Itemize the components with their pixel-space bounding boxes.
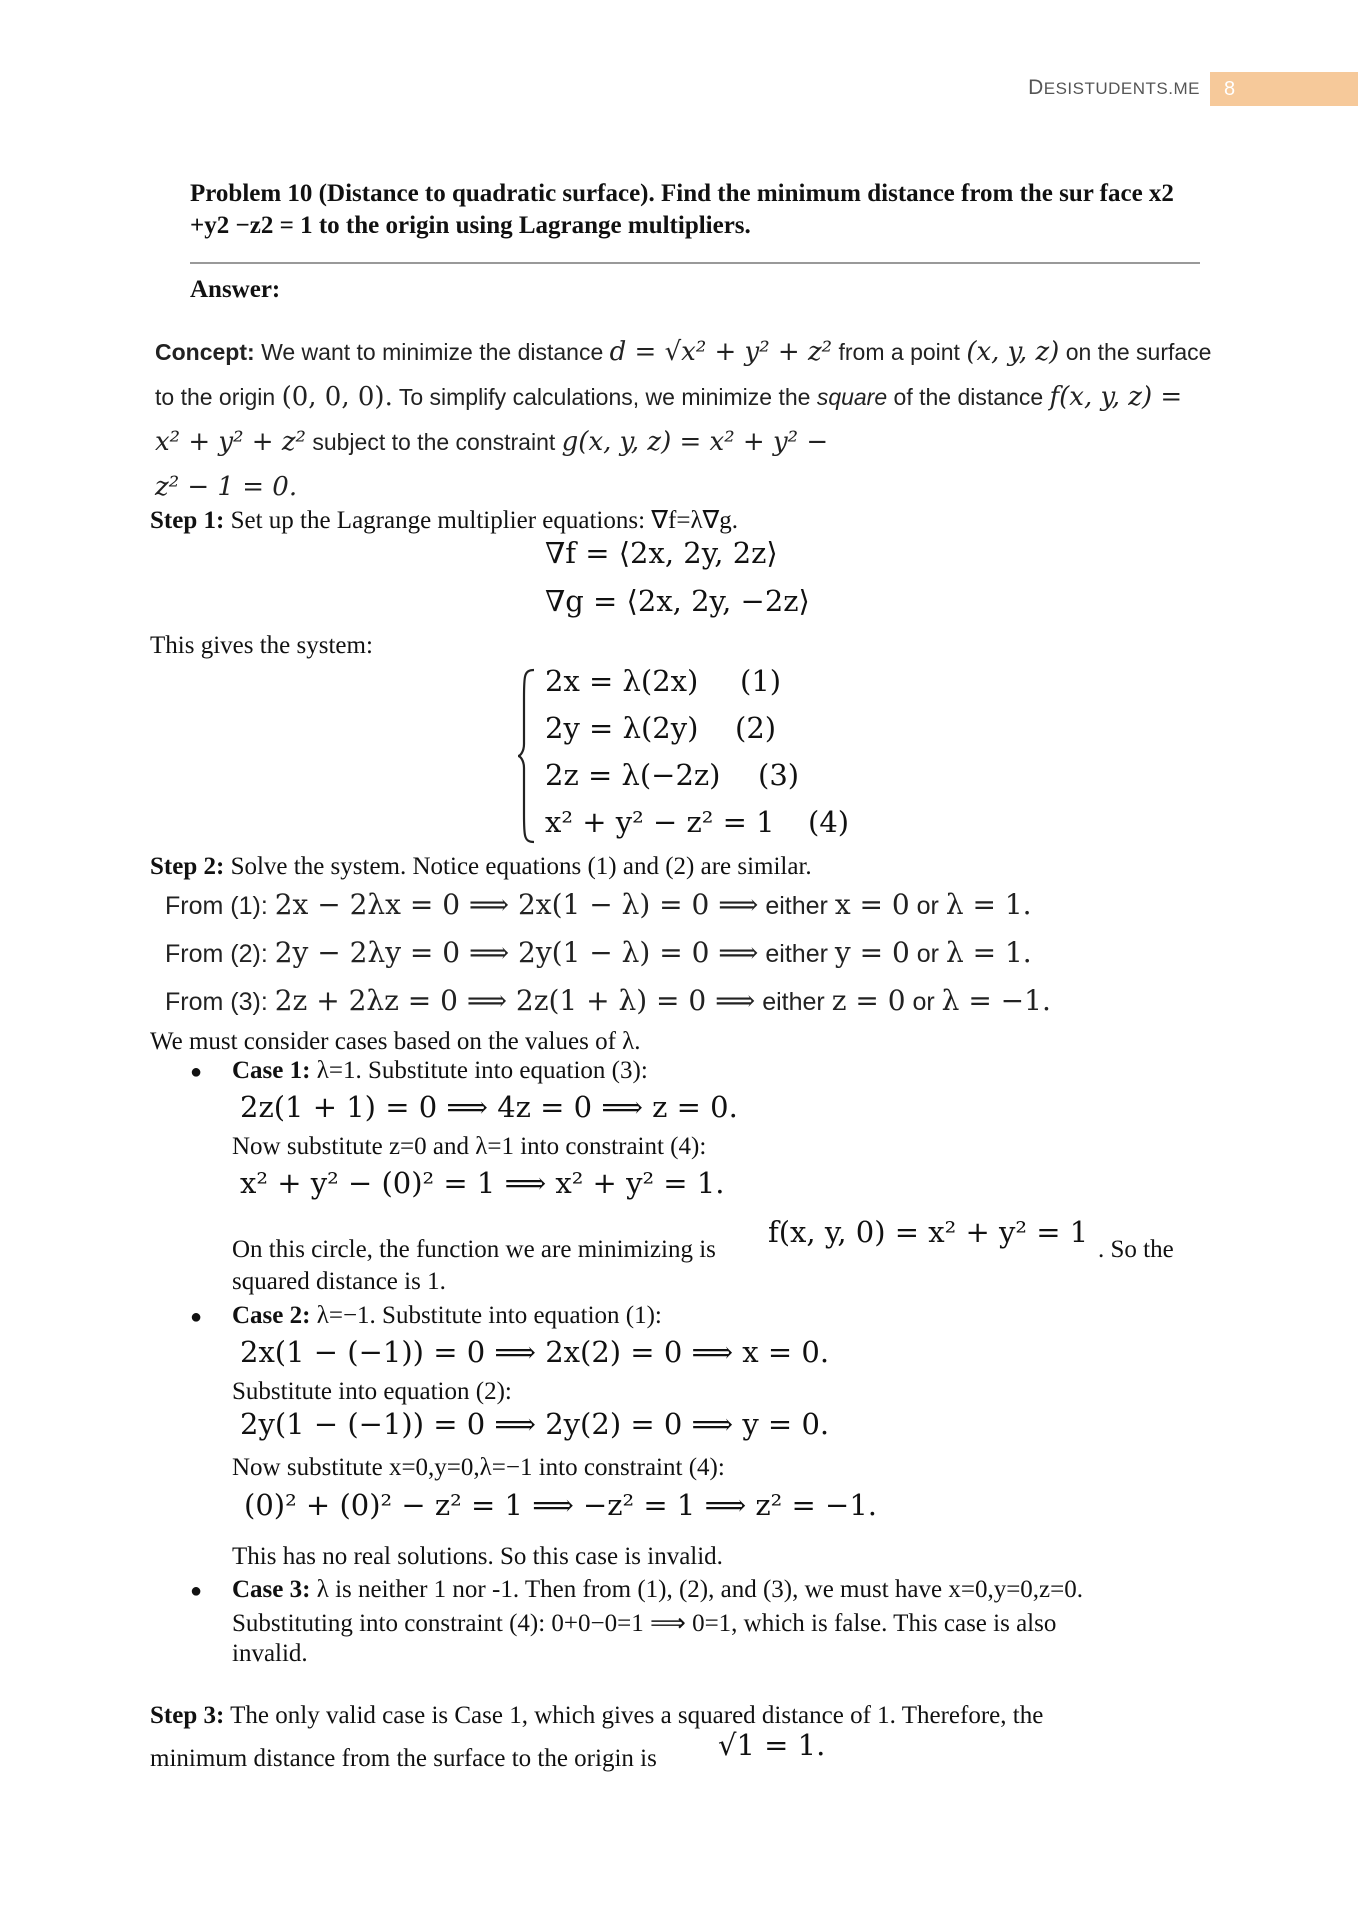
bullet-case-2: ● [190,1306,203,1328]
case2-line [232,1302,662,1330]
case1-eq-1: 2z(1 + 1) = 0 ⟹ 4z = 0 ⟹ z = 0. [240,1090,738,1124]
from-eq-2: 2y − 2λy = 0 ⟹ 2y(1 − λ) = 0 ⟹ [274,936,759,969]
system-eq-2 [545,711,698,745]
case1-text-4: squared distance is 1. [232,1268,446,1295]
bullet-case-3: ● [190,1580,203,1602]
system-eq-4-number: (4) [808,805,850,839]
from-cond-1a: x = 0 [834,888,910,921]
page-number: 8 [1210,72,1358,106]
concept-text-2: from a point [838,339,960,365]
system-eq-3 [545,758,721,792]
from-or-3: or [912,988,935,1016]
system-eq-1-number: (1) [740,664,782,698]
concept-label: Concept: [155,339,255,365]
system-eq-2-number: (2) [735,711,777,745]
case1-label: Case 1: [232,1057,311,1084]
from-either-3: either [762,988,825,1016]
site-name [1000,76,1200,100]
case1-text-2: Now substitute z=0 and λ=1 into constraint (4): [232,1133,707,1160]
site-name-rest: ESISTUDENTS.ME [1043,79,1200,98]
from-label-1: From (1): [165,892,268,920]
from-line-3 [165,984,1051,1017]
origin-point: (0, 0, 0). [281,382,393,412]
system-brace [516,668,536,844]
case2-text-2: Substitute into equation (2): [232,1378,512,1405]
point-xyz: (x, y, z) [966,337,1060,367]
distance-formula: d = √x² + y² + z² [609,337,833,367]
step1-text: Set up the Lagrange multiplier equations: ∇f=λ∇g. [230,507,739,534]
from-either-1: either [765,892,828,920]
case1-line [232,1057,648,1085]
from-line-1 [165,888,1032,921]
system-eq-3-expr: 2z = λ(−2z) [545,758,721,792]
case3-label: Case 3: [232,1576,311,1603]
from-or-2: or [916,940,939,968]
case3-line-2: Substituting into constraint (4): 0+0−0=1 ⟹ 0=1, which is false. This case is also [232,1610,1057,1637]
divider [190,262,1200,264]
system-eq-3-number: (3) [758,758,800,792]
concept-text-6: subject to the constraint [312,429,556,455]
system-eq-2-expr: 2y = λ(2y) [545,711,699,745]
step3-line-1 [150,1702,1043,1730]
system-intro: This gives the system: [150,632,373,659]
case2-text: λ=−1. Substitute into equation (1): [316,1302,662,1329]
case1-text: λ=1. Substitute into equation (3): [316,1057,648,1084]
system-eq-4-expr: x² + y² − z² = 1 [545,805,775,839]
step2-label: Step 2: [150,853,225,880]
from-label-2: From (2): [165,940,268,968]
from-eq-3: 2z + 2λz = 0 ⟹ 2z(1 + λ) = 0 ⟹ [274,984,756,1017]
step3-label: Step 3: [150,1702,225,1729]
constraint-function-cont: z² − 1 = 0. [155,472,298,502]
from-cond-2b: λ = 1. [945,936,1032,969]
concept-text-3: on the surface to the origin [155,339,1212,410]
from-or-1: or [916,892,939,920]
system-eq-1-expr: 2x = λ(2x) [545,664,699,698]
site-name-initial: D [1028,76,1044,99]
case1-eq-3: f(x, y, 0) = x² + y² = 1 [768,1215,1089,1249]
bullet-case-1: ● [190,1061,203,1083]
step2-text: Solve the system. Notice equations (1) and (2) are similar. [230,853,812,880]
cases-intro: We must consider cases based on the values of λ. [150,1028,641,1055]
case1-text-3: On this circle, the function we are minimizing is [232,1236,716,1263]
step2-line [150,853,812,881]
from-cond-3a: z = 0 [831,984,906,1017]
concept-text-1: We want to minimize the distance [261,339,604,365]
case2-eq-1: 2x(1 − (−1)) = 0 ⟹ 2x(2) = 0 ⟹ x = 0. [240,1335,830,1369]
step1-label: Step 1: [150,507,225,534]
case2-eq-2: 2y(1 − (−1)) = 0 ⟹ 2y(2) = 0 ⟹ y = 0. [240,1407,830,1441]
step1-line [150,505,738,535]
step3-text-1: The only valid case is Case 1, which gives a squared distance of 1. Therefore, the [230,1702,1044,1729]
answer-heading: Answer: [190,276,281,303]
from-label-3: From (3): [165,988,268,1016]
case2-eq-3: (0)² + (0)² − z² = 1 ⟹ −z² = 1 ⟹ z² = −1. [244,1488,877,1522]
from-line-2 [165,936,1032,969]
grad-f-equation: ∇f = ⟨2x, 2y, 2z⟩ [545,536,778,570]
from-eq-1: 2x − 2λx = 0 ⟹ 2x(1 − λ) = 0 ⟹ [274,888,759,921]
case3-text-1: λ is neither 1 nor -1. Then from (1), (2), and (3), we must have x=0,y=0,z=0. [316,1576,1083,1603]
system-eq-1 [545,664,698,698]
problem-statement: Problem 10 (Distance to quadratic surface). Find the minimum distance from the sur face x2 +y2 −z2 = 1 to the origin using Lagrange multipliers. [190,180,1174,239]
system-eq-4 [545,805,775,839]
from-cond-3b: λ = −1. [941,984,1051,1017]
case2-text-3: Now substitute x=0,y=0,λ=−1 into constraint (4): [232,1454,725,1481]
concept-text-4: To simplify calculations, we minimize the [398,384,811,410]
concept-text-5: of the distance [893,384,1044,410]
grad-g-equation: ∇g = ⟨2x, 2y, −2z⟩ [545,584,810,618]
case2-text-4: This has no real solutions. So this case is invalid. [232,1543,723,1570]
case3-line-1 [232,1576,1083,1604]
step3-line-2: minimum distance from the surface to the origin is [150,1745,657,1772]
from-cond-2a: y = 0 [834,936,910,969]
case1-eq-2: x² + y² − (0)² = 1 ⟹ x² + y² = 1. [240,1166,725,1200]
constraint-function: g(x, y, z) = x² + y² − [561,427,829,457]
concept-emphasis: square [816,384,888,410]
concept-paragraph [155,330,1215,510]
objective-function: f(x, y, z) = x² + y² + z² [155,382,1183,457]
from-cond-1b: λ = 1. [945,888,1032,921]
case2-label: Case 2: [232,1302,311,1329]
case1-text-3b: . So the [1098,1236,1174,1263]
case3-line-3: invalid. [232,1640,308,1667]
from-either-2: either [765,940,828,968]
final-answer: √1 = 1. [718,1728,826,1762]
